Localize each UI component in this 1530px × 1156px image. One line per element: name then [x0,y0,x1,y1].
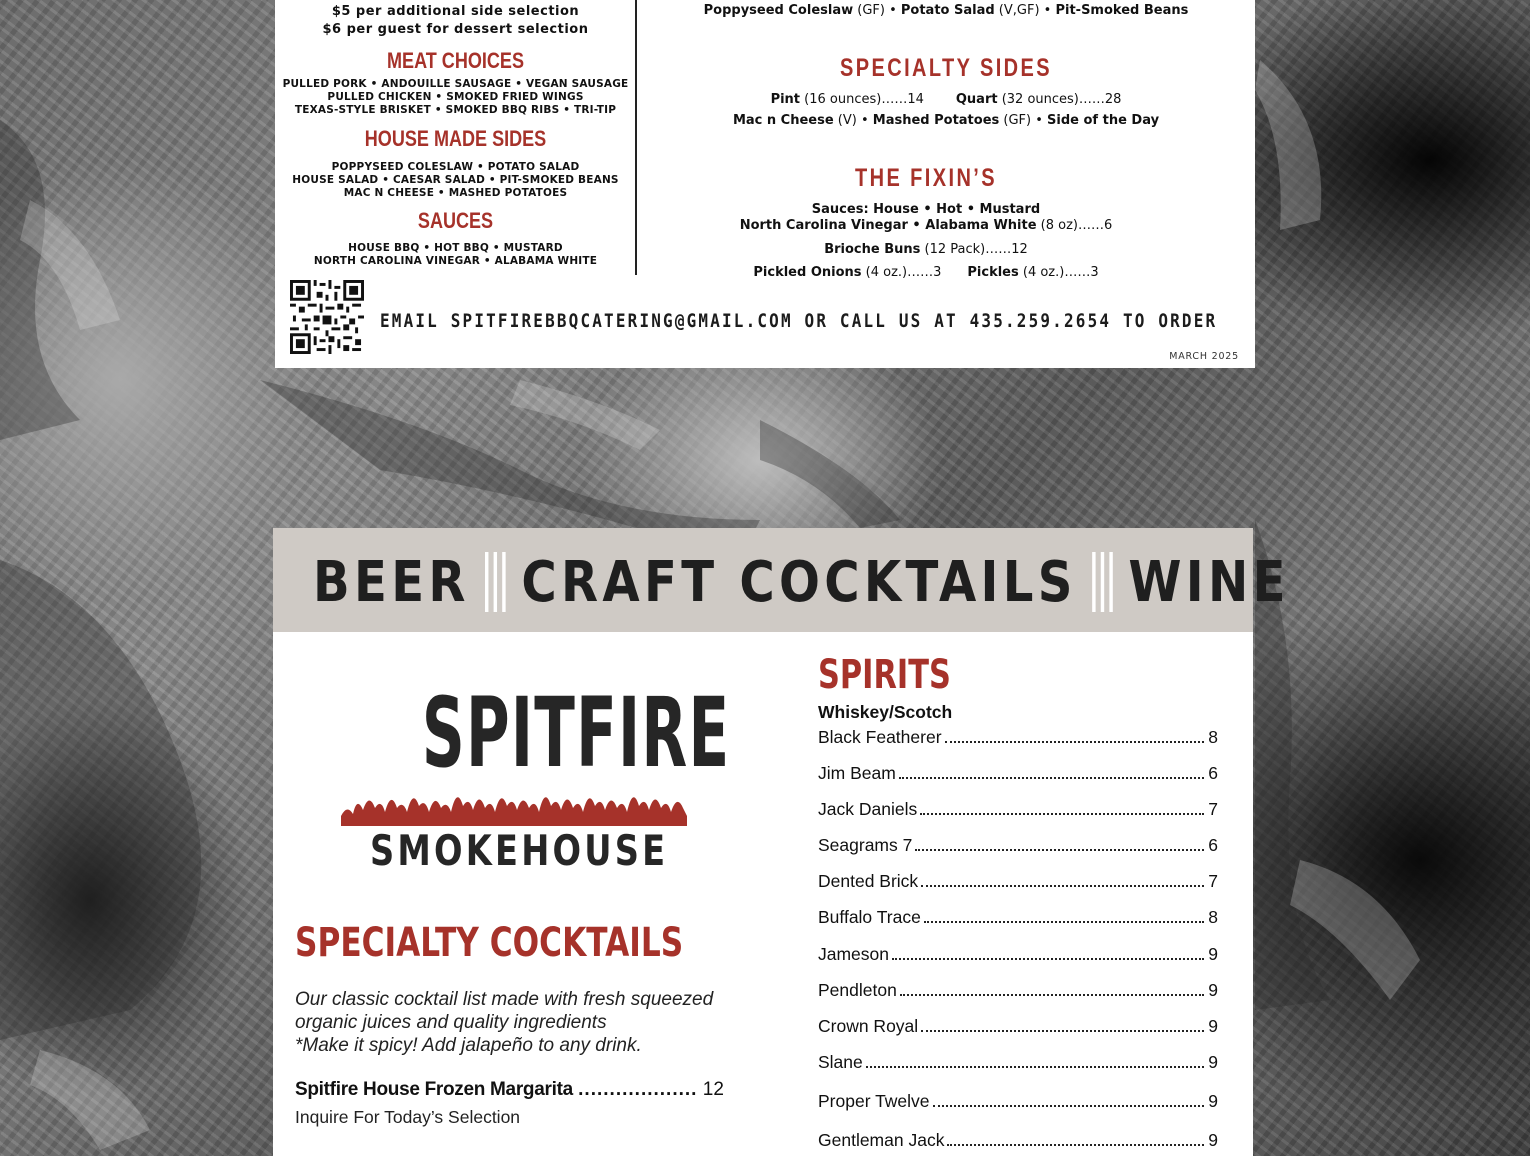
cocktail-leader: ................... [578,1079,698,1100]
cocktail-item [295,1079,724,1101]
spirit-price: 7 [1208,799,1218,819]
mashed-note: (GF) • [999,113,1048,128]
house-sides-line: HOUSE SALAD • CAESAR SALAD • PIT-SMOKED BEANS [292,174,619,186]
spirit-price: 9 [1208,1130,1218,1150]
mac-label: Mac n Cheese [732,113,834,128]
fixins-buns-line [617,242,1235,257]
spirit-name: Pendleton [818,980,897,1000]
fixins-sauces [617,202,1235,217]
specialty-sides-heading: SPECIALTY SIDES [840,54,1052,82]
spirit-row [818,1088,1218,1112]
logo-subtitle: SMOKEHOUSE [370,826,669,875]
spirit-name: Jim Beam [818,763,896,783]
specialty-sides-items [637,113,1255,128]
spirit-name: Black Featherer [818,727,942,747]
pickles-detail: (4 oz.)……3 [1018,265,1099,280]
spirit-leader [933,1105,1205,1107]
specialty-cocktails-heading: SPECIALTY COCKTAILS [295,920,684,966]
spirit-row [818,904,1218,928]
side-note: (V,GF) • [994,3,1056,18]
spirits-heading: SPIRITS [818,652,951,698]
meat-choices-heading: MEAT CHOICES [387,48,524,73]
spirit-name: Jack Daniels [818,799,918,819]
quart-detail: (32 ounces)……28 [997,92,1122,107]
spirit-price: 9 [1208,1091,1218,1111]
pint-detail: (16 ounces)……14 [800,92,924,107]
cocktail-subtext: Inquire For Today’s Selection [295,1107,521,1127]
spitfire-smokehouse-logo [333,677,731,878]
banner-separator [1090,552,1114,612]
house-sides-line: POPPYSEED COLESLAW • POTATO SALAD [331,161,580,173]
spirit-name: Buffalo Trace [818,907,921,927]
banner-text [313,542,1290,622]
spirits-category: Whiskey/Scotch [818,702,953,722]
house-sides-heading: HOUSE MADE SIDES [364,126,547,151]
description-line: Our classic cocktail list made with fresh squeezed [295,989,714,1010]
classic-sides-line [637,3,1255,18]
spirit-leader [947,1144,1204,1146]
menu-date: MARCH 2025 [1169,351,1239,362]
side-potato-salad: Potato Salad [900,3,995,18]
description-line: *Make it spicy! Add jalapeño to any drink. [295,1035,642,1056]
spirit-price: 6 [1208,835,1218,855]
nc-label: North Carolina Vinegar • Alabama White [739,218,1037,233]
spirit-leader [924,921,1204,923]
description-line: organic juices and quality ingredients [295,1012,607,1033]
spirit-leader [900,994,1204,996]
meat-choices-line: TEXAS-STYLE BRISKET • SMOKED BBQ RIBS • TRI-TIP [294,104,617,116]
spirit-leader [921,885,1204,887]
spirit-leader [899,777,1204,779]
pint-quart-line [637,92,1255,107]
catering-left-column [275,0,636,275]
spirit-name: Gentleman Jack [818,1130,945,1150]
spirit-price: 8 [1208,727,1218,747]
nc-detail: (8 oz)……6 [1036,218,1113,233]
spirit-row [818,941,1218,965]
side-of-day-label: Side of the Day [1047,113,1160,128]
drinks-banner [273,528,1290,632]
spirit-price: 8 [1208,907,1218,927]
spirit-name: Slane [818,1052,863,1072]
meat-choices-line: PULLED PORK • ANDOUILLE SAUSAGE • VEGAN SAUSAGE [282,78,629,90]
banner-wine: WINE [1128,549,1290,615]
spirit-name: Proper Twelve [818,1091,930,1111]
spirit-row [818,832,1218,856]
sauces-line: HOUSE BBQ • HOT BBQ • MUSTARD [348,242,563,254]
spirit-name: Jameson [818,944,890,964]
side-note: (GF) • [853,3,901,18]
fixins-pickles-line [617,265,1235,280]
spirit-row [818,1013,1218,1037]
banner-separator [484,552,508,612]
spirit-leader [921,1030,1204,1032]
spirit-name: Dented Brick [818,871,919,891]
pint-label: Pint [770,92,801,107]
spirit-row [818,1127,1218,1151]
house-sides-line: MAC N CHEESE • MASHED POTATOES [343,187,568,199]
meat-choices-list [275,78,636,117]
banner-beer: BEER [313,549,470,615]
spirit-row [818,868,1218,892]
logo-wordmark: SPITFIRE [421,677,731,789]
cocktail-name: Spitfire House Frozen Margarita [295,1079,573,1100]
buns-detail: (12 Pack)……12 [920,242,1028,257]
spirit-price: 9 [1208,1016,1218,1036]
onions-label: Pickled Onions [753,265,862,280]
banner-cocktails: CRAFT COCKTAILS [521,549,1077,615]
spirit-price: 9 [1208,1052,1218,1072]
spirit-name: Seagrams 7 [818,835,913,855]
drinks-menu-panel [273,528,1290,1156]
buns-label: Brioche Buns [824,242,921,257]
spirit-row [818,724,1218,748]
specialty-cocktails-description [295,988,765,1057]
catering-menu-panel [275,0,1255,368]
spirit-leader [892,958,1204,960]
mac-note: (V) • [833,113,873,128]
spirit-leader [915,849,1204,851]
catering-right-column [637,0,1255,290]
qr-code-icon[interactable] [290,280,364,354]
spirit-name: Crown Royal [818,1016,919,1036]
fixins-heading: THE FIXIN’S [855,164,997,192]
order-contact-line: EMAIL SPITFIREBBQCATERING@GMAIL.COM OR CALL US AT 435.259.2654 TO ORDER [380,310,1218,332]
fixins-nc-line [617,218,1235,233]
spirit-price: 9 [1208,980,1218,1000]
spirit-row [818,796,1218,820]
meat-choices-line: PULLED CHICKEN • SMOKED FRIED WINGS [327,91,584,103]
side-beans: Pit-Smoked Beans [1055,3,1189,18]
mashed-label: Mashed Potatoes [872,113,1000,128]
house-sides-list [275,161,636,200]
sauces-list [275,242,636,268]
spirit-row [818,977,1218,1001]
spirit-price: 7 [1208,871,1218,891]
pricing-line-sides: $5 per additional side selection [331,4,580,19]
spirit-row [818,1049,1218,1073]
spirit-row [818,760,1218,784]
spirit-price: 9 [1208,944,1218,964]
pickles-label: Pickles [967,265,1019,280]
spirit-leader [866,1066,1205,1068]
onions-detail: (4 oz.)……3 [861,265,942,280]
fixins-sauces-text: Sauces: House • Hot • Mustard [811,202,1041,217]
side-coleslaw: Poppyseed Coleslaw [703,3,854,18]
cocktail-price: 12 [702,1079,724,1100]
spirit-leader [945,741,1205,743]
spirit-price: 6 [1208,763,1218,783]
spirit-leader [920,813,1204,815]
sauces-line: NORTH CAROLINA VINEGAR • ALABAMA WHITE [313,255,598,267]
pricing-line-dessert: $6 per guest for dessert selection [322,22,589,37]
quart-label: Quart [955,92,998,107]
sauces-heading: SAUCES [417,208,494,233]
